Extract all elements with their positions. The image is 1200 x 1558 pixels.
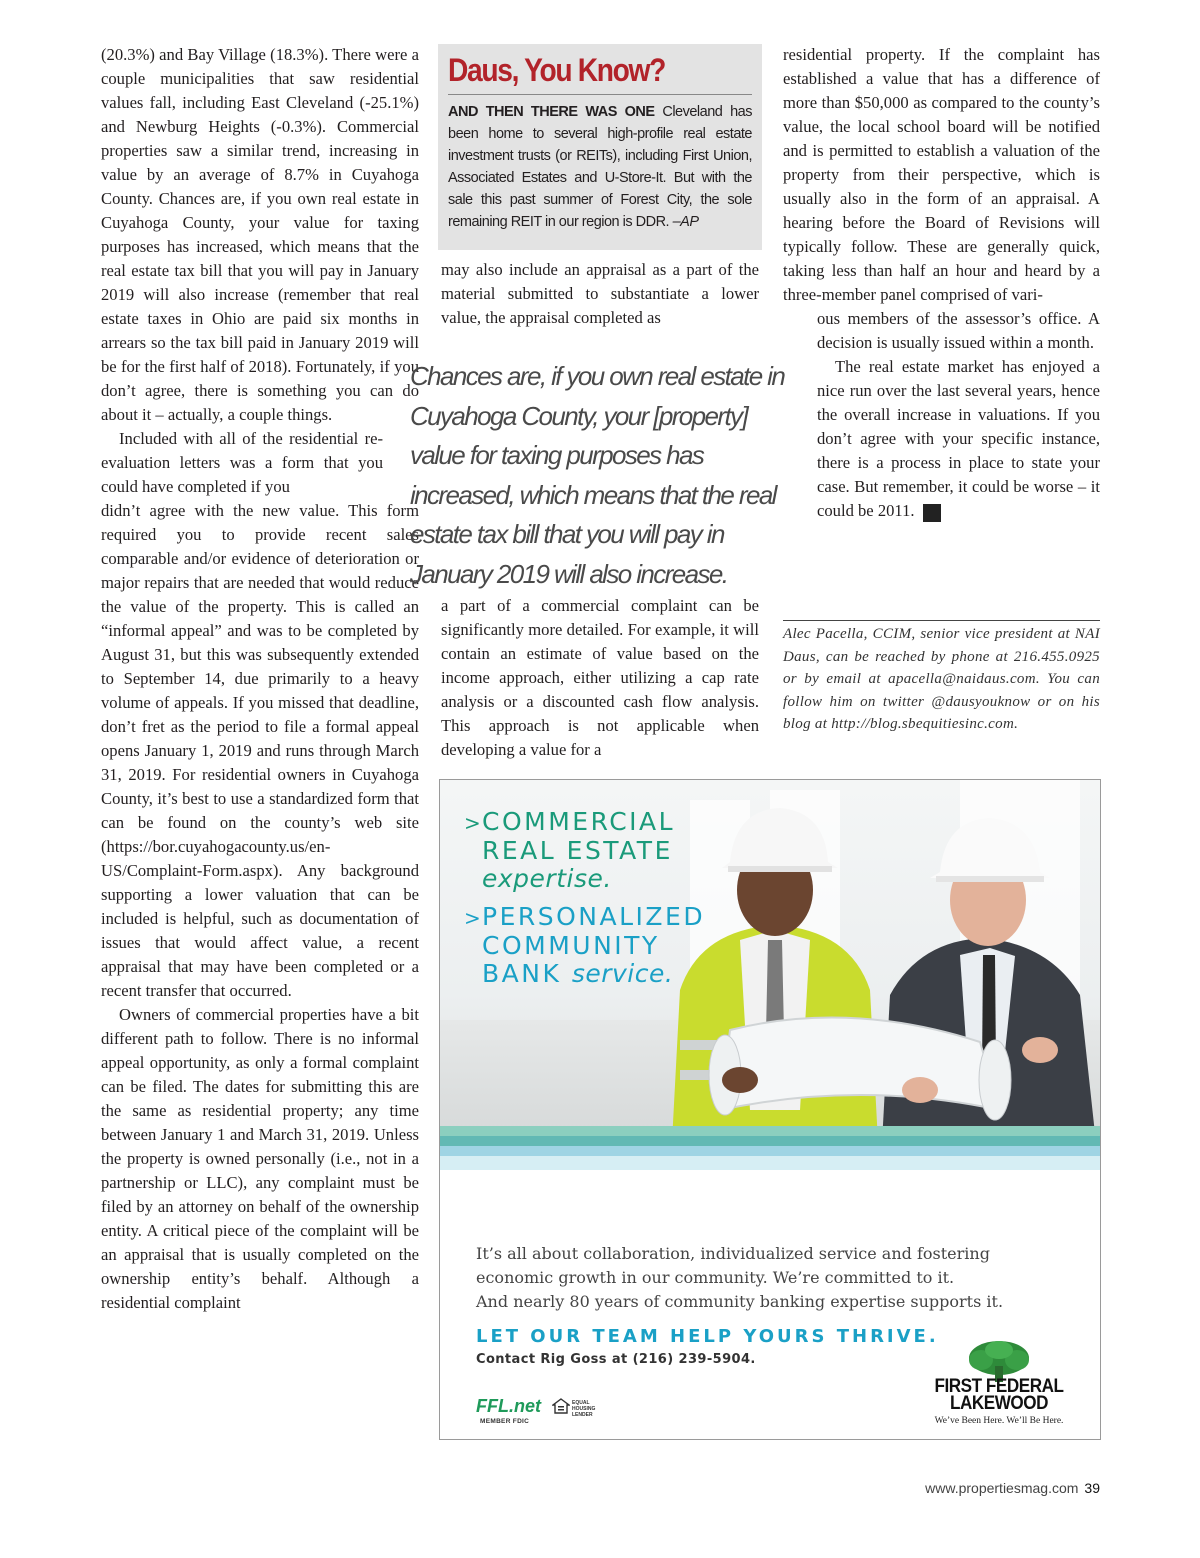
bank-tagline: We’ve Been Here. We’ll Be Here.	[934, 1416, 1064, 1426]
ad-headlines	[464, 808, 705, 988]
bank-name: FIRST FEDERAL LAKEWOOD	[934, 1376, 1064, 1414]
article-column-2-top	[441, 258, 759, 330]
bank-logo	[924, 1340, 1074, 1426]
article-column-3	[783, 43, 1100, 523]
sidebar-signature: –AP	[672, 214, 699, 230]
paragraph: a part of a commercial complaint can be significantly more detailed. For example, it will contain an estimate of value based on the income approach, either utilizing a cap rate analysis or a discounted cash flow analysis. This approach is not applicable when developing a value for a	[441, 596, 759, 759]
pull-quote: Chances are, if you own real estate in Cuyahoga County, your [property] value for taxing purposes has increased, which means that the real estate tax bill that you will pay in January 2019 will also increase.	[410, 361, 785, 589]
member-fdic-label: MEMBER FDIC	[480, 1418, 530, 1425]
bank-website-link[interactable]: FFL.net	[476, 1396, 541, 1416]
ad-headline-commercial: >COMMERCIAL REAL ESTATE expertise.	[464, 807, 676, 893]
author-bio: Alec Pacella, CCIM, senior vice president at NAI Daus, can be reached by phone at 216.455.0925 or by email at apacella@naidaus.com. You can follow him on twitter @dausyouknow or on his blog at http://blog.sbequitiesinc.com.	[783, 626, 1100, 732]
article-column-1	[101, 43, 419, 1315]
sidebar-box	[438, 44, 762, 250]
ad-body-copy: It’s all about collaboration, individualized service and fostering economic growth in our community. We’re committed to it. And nearly 80 years of community banking expertise supports it.	[476, 1244, 1004, 1311]
article-column-2-bottom	[441, 594, 759, 762]
footer-url[interactable]: www.propertiesmag.com	[925, 1480, 1079, 1496]
end-mark-icon: P	[923, 504, 941, 522]
paragraph: (20.3%) and Bay Village (18.3%). There were a couple municipalities that saw residential values fall, including East Cleveland (-25.1%) and Newburg Heights (-0.3%). Commercial properties saw a similar trend, increasing in value by an average of 8.7% in Cuyahoga County. Chances are, if you own real estate in Cuyahoga County, your value for taxing purposes has increased, which means that the real estate tax bill that you will pay in January 2019 will also increase (remember that real estate taxes in Ohio are paid six months in arrears so the tax bill paid in January 2019 will be for the first half of 2018). Fortunately, if you don’t agree, there is something you can do about it – actually, a couple things.	[101, 45, 419, 424]
equal-housing-lender-label: EQUAL HOUSING LENDER	[572, 1400, 596, 1418]
ad-call-to-action: LET OUR TEAM HELP YOURS THRIVE.	[476, 1326, 939, 1347]
paragraph: residential property. If the complaint has established a value that has a difference of more than $50,000 as compared to the county’s value, the local school board will be notified and is permitted to establish a valuation of the property from their perspective, which is usually also in the form of an appraisal. A hearing before the Board of Revisions will typically follow. These are generally quick, taking less than half an hour and heard by a three-member panel comprised of vari-	[783, 45, 1100, 304]
ad-headline-banking: >PERSONALIZED COMMUNITY BANK service.	[464, 902, 706, 988]
sidebar-lead: AND THEN THERE WAS ONE	[448, 104, 655, 120]
page-footer	[925, 1480, 1100, 1496]
page-number: 39	[1084, 1480, 1100, 1496]
ad-photo-professionals	[440, 780, 1100, 1170]
bank-advertisement[interactable]	[439, 779, 1101, 1440]
divider	[783, 620, 1100, 621]
divider	[448, 94, 752, 95]
sidebar-text: Cleveland has been home to several high-profile real estate investment trusts (or REITs), including First Union, Associated Estates and U-Store-It. But with the sale this past summer of Forest City, the sole remaining REIT in our region is DDR.	[448, 104, 752, 230]
sidebar-body	[448, 101, 752, 233]
paragraph: didn’t agree with the new value. This form required you to provide recent sales comparable and/or evidence of deterioration or major repairs that are needed that would reduce the value of the property. This is called an “informal appeal” and was to be completed by August 31, but this was subsequently extended to September 14, due primarily to a heavy volume of appeals. If you missed that deadline, don’t fret as the period to file a formal appeal opens January 1, 2019 and runs through March 31, 2019. For residential owners in Cuyahoga County, it’s best to use a standardized form that can be found on the county’s web site (https://bor.cuyahogacounty.us/en-US/Complaint-Form.aspx). Any background supporting a lower valuation that can be included is helpful, such as documentation of issues that would affect value, a recent appraisal that may have been completed or a recent transfer that occurred.	[101, 501, 419, 1000]
equal-housing-lender-icon	[552, 1398, 570, 1414]
paragraph: Owners of commercial properties have a bit different path to follow. There is no informal appeal opportunity, as only a formal complaint can be filed. The dates for submitting this are the same as residential property; any time between January 1 and March 31, 2019. Unless the property is owned personally (i.e., not in a partnership or LLC), any complaint must be filed by an attorney on behalf of the ownership entity. A critical piece of the complaint will be an appraisal that is usually completed on the ownership entity’s behalf. Although a residential complaint	[101, 1005, 419, 1312]
paragraph: may also include an appraisal as a part of the material submitted to substantiate a lower value, the appraisal completed as	[441, 260, 759, 327]
ad-contact-line: Contact Rig Goss at (216) 239-5904.	[476, 1352, 756, 1367]
paragraph: The real estate market has enjoyed a nice run over the last several years, hence the overall increase in valuations. If you don’t agree with your specific instance, there is a process in place to state your case. But remember, it could be worse – it could be 2011. P	[817, 357, 1100, 521]
sidebar-title: Daus, You Know?	[448, 52, 665, 88]
paragraph: Included with all of the residential re-evaluation letters was a form that you could have completed if you	[101, 429, 383, 496]
paragraph: ous members of the assessor’s office. A decision is usually issued within a month.	[817, 309, 1100, 352]
